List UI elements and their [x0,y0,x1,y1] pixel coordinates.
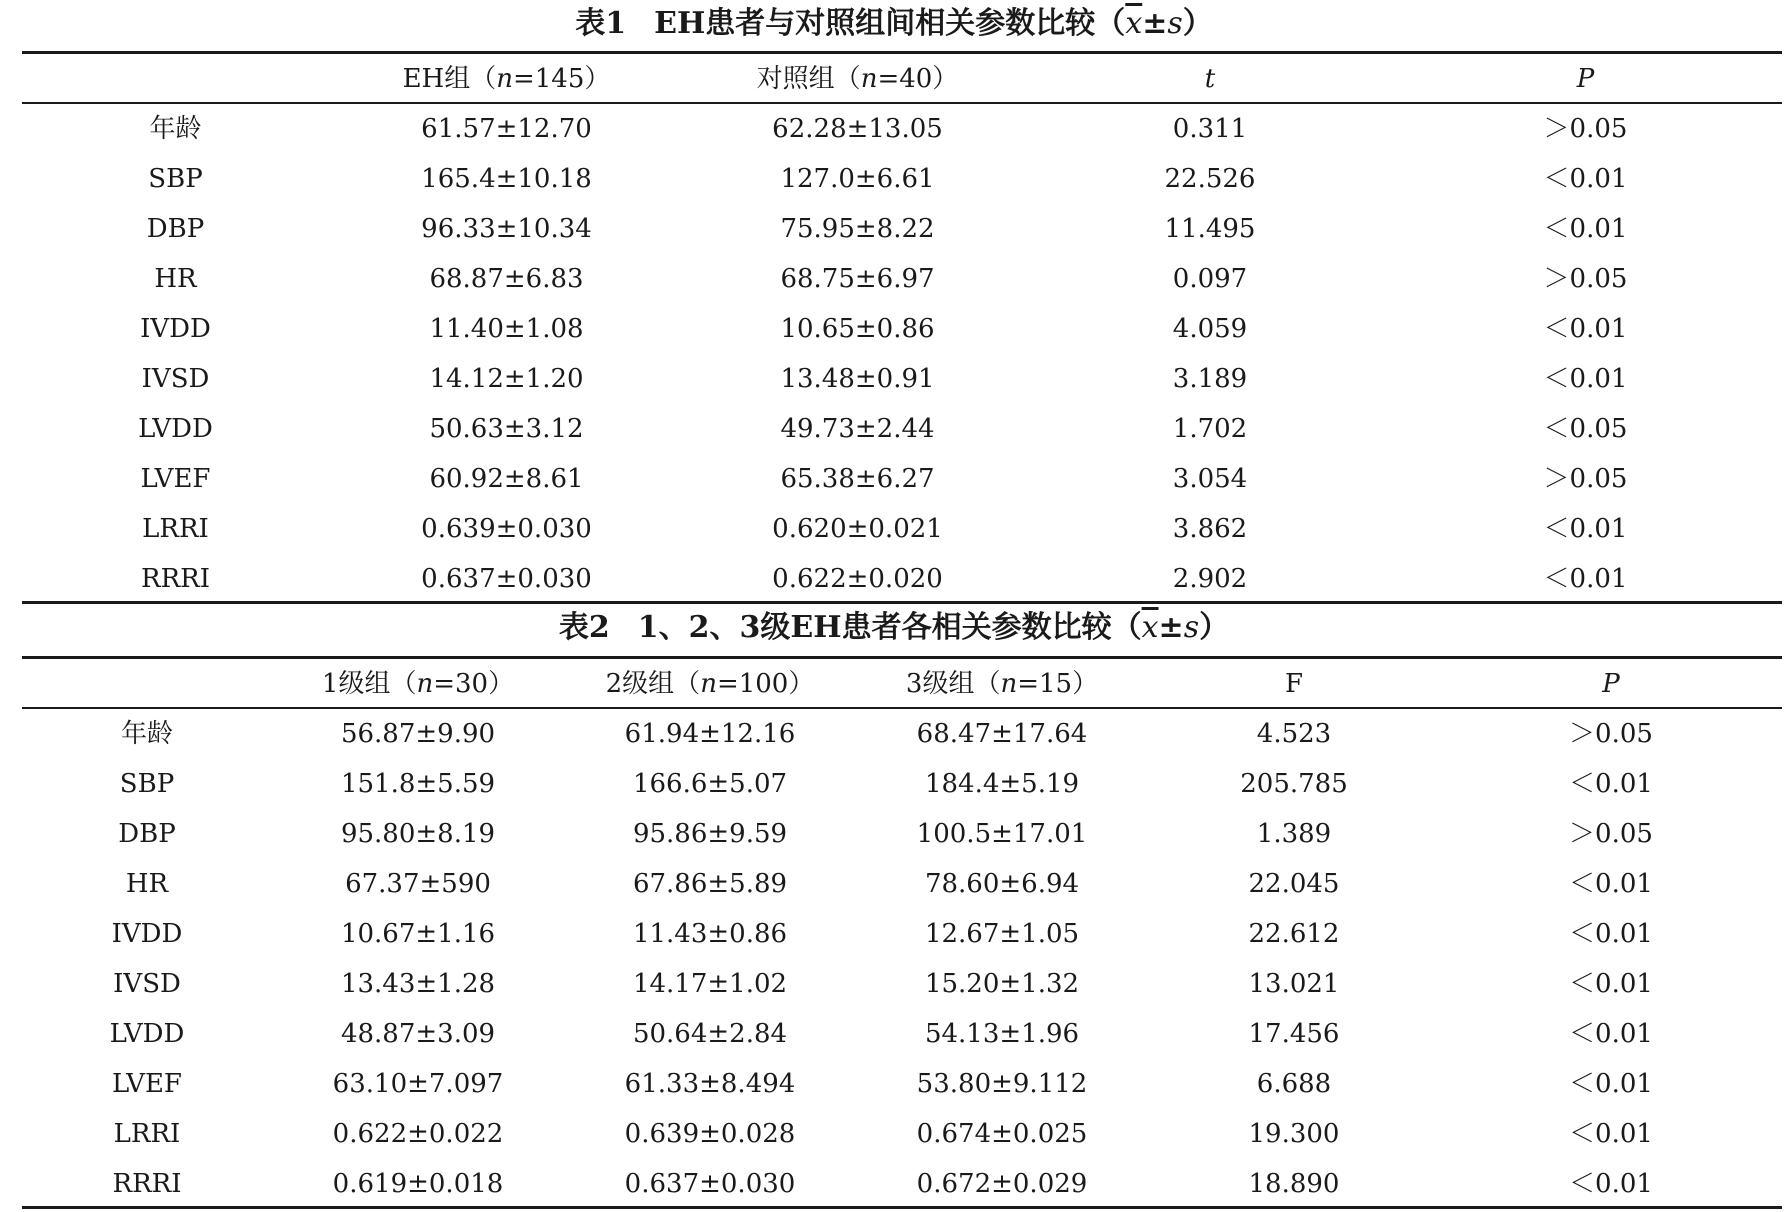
table2-header-row [22,659,1782,709]
cell-g1: 0.619±0.018 [332,1169,504,1199]
cell-g2: 61.33±8.494 [624,1069,796,1099]
cell-param: LVDD [109,1019,185,1049]
cell-g1: 48.87±3.09 [340,1019,496,1049]
cell-ctrl: 65.38±6.27 [780,464,935,494]
cell-g1: 67.37±590 [345,869,491,899]
cell-param: IVSD [141,364,210,394]
cell-p: ＜0.01 [1569,1169,1653,1199]
cell-param: IVDD [140,314,211,344]
cell-eh: 96.33±10.34 [421,214,592,244]
table-row [22,809,1782,859]
table1-header-param [22,54,329,104]
table1-number: 表1 [575,6,627,41]
cell-t: 1.702 [1172,414,1248,444]
cell-param: 年龄 [149,114,202,144]
cell-g1: 151.8±5.59 [340,769,496,799]
table1-caption [0,4,1788,44]
table-row [22,454,1782,504]
table2-mean-symbol: $\overline{x}$ [1141,610,1159,645]
cell-t: 2.902 [1172,564,1248,594]
cell-g2: 95.86±9.59 [632,819,788,849]
table-row [22,554,1782,604]
cell-p: ＜0.01 [1543,364,1628,394]
cell-ctrl: 10.65±0.86 [780,314,935,344]
cell-param: SBP [148,164,203,194]
cell-p: ＜0.01 [1569,969,1653,999]
cell-ctrl: 0.620±0.021 [772,514,943,544]
cell-t: 22.526 [1164,164,1256,194]
table2-caption-close: ） [1199,610,1230,645]
cell-f: 22.045 [1248,869,1340,899]
table2-sd-symbol: s [1183,610,1200,645]
cell-g2: 11.43±0.86 [632,919,788,949]
cell-param: IVSD [113,969,181,999]
cell-g2: 166.6±5.07 [632,769,788,799]
cell-p: ＜0.01 [1543,214,1628,244]
table1-header-rule [22,102,1782,104]
table-row [22,709,1782,759]
cell-p: ＜0.01 [1569,769,1653,799]
cell-p: ＜0.01 [1543,514,1628,544]
cell-t: 0.097 [1172,264,1248,294]
table2-header-f: F [1284,669,1304,699]
table1-header-t: t [1204,64,1216,94]
table-row [22,404,1782,454]
cell-t: 0.311 [1172,114,1248,144]
table1-header-eh: EH组（n=145） [402,64,611,94]
cell-f: 18.890 [1248,1169,1340,1199]
table-row [22,859,1782,909]
table2-pm-symbol: ± [1158,610,1184,645]
table2-header-grade2: 2级组（n=100） [605,669,815,699]
cell-g3: 54.13±1.96 [924,1019,1080,1049]
table1-header-control: 对照组（n=40） [756,64,959,94]
cell-t: 4.059 [1172,314,1248,344]
cell-g3: 53.80±9.112 [916,1069,1088,1099]
cell-g3: 68.47±17.64 [916,719,1088,749]
cell-f: 205.785 [1240,769,1348,799]
cell-param: RRRI [112,1169,182,1199]
cell-param: SBP [119,769,175,799]
table1-header-row [22,54,1782,104]
cell-g2: 50.64±2.84 [632,1019,788,1049]
table2-header-grade1: 1级组（n=30） [321,669,515,699]
table-row [22,154,1782,204]
cell-p: ＞0.05 [1569,819,1653,849]
table-row [22,354,1782,404]
table-row [22,254,1782,304]
cell-p: ＞0.05 [1569,719,1653,749]
cell-g1: 63.10±7.097 [332,1069,504,1099]
cell-param: DBP [118,819,176,849]
cell-f: 1.389 [1256,819,1332,849]
cell-f: 4.523 [1256,719,1332,749]
table-row [22,304,1782,354]
cell-param: RRRI [141,564,210,594]
cell-g3: 100.5±17.01 [916,819,1088,849]
cell-param: HR [154,264,197,294]
table2-header-p: P [1602,669,1620,699]
table2 [22,659,1782,1209]
cell-p: ＞0.05 [1543,464,1628,494]
cell-p: ＜0.01 [1569,1019,1653,1049]
cell-p: ＜0.01 [1543,164,1628,194]
table1-sd-symbol: s [1167,6,1183,41]
cell-g1: 13.43±1.28 [340,969,496,999]
cell-eh: 0.637±0.030 [421,564,592,594]
cell-ctrl: 127.0±6.61 [780,164,935,194]
cell-g1: 95.80±8.19 [340,819,496,849]
cell-g3: 78.60±6.94 [924,869,1080,899]
cell-p: ＜0.05 [1543,414,1628,444]
cell-eh: 0.639±0.030 [421,514,592,544]
cell-p: ＜0.01 [1569,1119,1653,1149]
cell-p: ＜0.01 [1569,919,1653,949]
cell-param: IVDD [111,919,183,949]
cell-eh: 60.92±8.61 [429,464,584,494]
cell-f: 22.612 [1248,919,1340,949]
cell-t: 11.495 [1164,214,1256,244]
cell-g1: 0.622±0.022 [332,1119,504,1149]
cell-ctrl: 0.622±0.020 [772,564,943,594]
table-row [22,1059,1782,1109]
cell-param: 年龄 [120,719,173,749]
cell-g2: 67.86±5.89 [632,869,788,899]
table1-pm-symbol: ± [1142,6,1168,41]
cell-t: 3.189 [1172,364,1248,394]
cell-g2: 14.17±1.02 [632,969,788,999]
cell-param: LVEF [140,464,211,494]
table-row [22,1159,1782,1209]
cell-p: ＜0.01 [1569,1069,1653,1099]
table2-title: 1、2、3级EH患者各相关参数比较（ [637,610,1142,645]
cell-eh: 50.63±3.12 [429,414,584,444]
cell-ctrl: 49.73±2.44 [780,414,935,444]
table-row [22,759,1782,809]
table1-bottom-rule [22,601,1782,604]
table-row [22,1109,1782,1159]
cell-g3: 0.674±0.025 [916,1119,1088,1149]
table1-title: EH患者与对照组间相关参数比较（ [654,6,1126,41]
table2-header-param [22,659,272,709]
table-row [22,1009,1782,1059]
cell-f: 6.688 [1256,1069,1332,1099]
cell-f: 17.456 [1248,1019,1340,1049]
cell-g3: 15.20±1.32 [924,969,1080,999]
cell-eh: 61.57±12.70 [421,114,592,144]
cell-g2: 0.639±0.028 [624,1119,796,1149]
table2-bottom-rule [22,1206,1782,1209]
cell-g3: 0.672±0.029 [916,1169,1088,1199]
cell-p: ＜0.01 [1543,564,1628,594]
cell-g1: 56.87±9.90 [340,719,496,749]
table2-caption [0,608,1788,648]
table1 [22,54,1782,604]
cell-g1: 10.67±1.16 [340,919,496,949]
cell-t: 3.054 [1172,464,1248,494]
cell-g2: 0.637±0.030 [624,1169,796,1199]
table2-header-grade3: 3级组（n=15） [905,669,1099,699]
cell-eh: 11.40±1.08 [429,314,584,344]
table-row [22,204,1782,254]
table1-mean-symbol: $\overline{x}$ [1125,6,1143,41]
cell-p: ＞0.05 [1543,114,1628,144]
cell-eh: 165.4±10.18 [421,164,592,194]
cell-eh: 68.87±6.83 [429,264,584,294]
table1-header-p: P [1576,64,1595,94]
cell-t: 3.862 [1172,514,1248,544]
cell-f: 13.021 [1248,969,1340,999]
table2-header-rule [22,707,1782,709]
cell-p: ＜0.01 [1569,869,1653,899]
table-row [22,504,1782,554]
cell-param: LRRI [113,1119,181,1149]
cell-param: LVEF [112,1069,182,1099]
table-row [22,909,1782,959]
cell-eh: 14.12±1.20 [429,364,584,394]
cell-g3: 184.4±5.19 [924,769,1080,799]
cell-param: LRRI [142,514,209,544]
cell-p: ＜0.01 [1543,314,1628,344]
table-row [22,104,1782,154]
table2-number: 表2 [558,610,610,645]
cell-ctrl: 62.28±13.05 [772,114,943,144]
cell-g3: 12.67±1.05 [924,919,1080,949]
cell-g2: 61.94±12.16 [624,719,796,749]
cell-param: HR [125,869,169,899]
cell-param: DBP [146,214,205,244]
table1-caption-close: ） [1182,6,1213,41]
cell-ctrl: 68.75±6.97 [780,264,935,294]
table-row [22,959,1782,1009]
cell-ctrl: 75.95±8.22 [780,214,935,244]
cell-ctrl: 13.48±0.91 [780,364,935,394]
cell-param: LVDD [138,414,213,444]
cell-f: 19.300 [1248,1119,1340,1149]
cell-p: ＞0.05 [1543,264,1628,294]
